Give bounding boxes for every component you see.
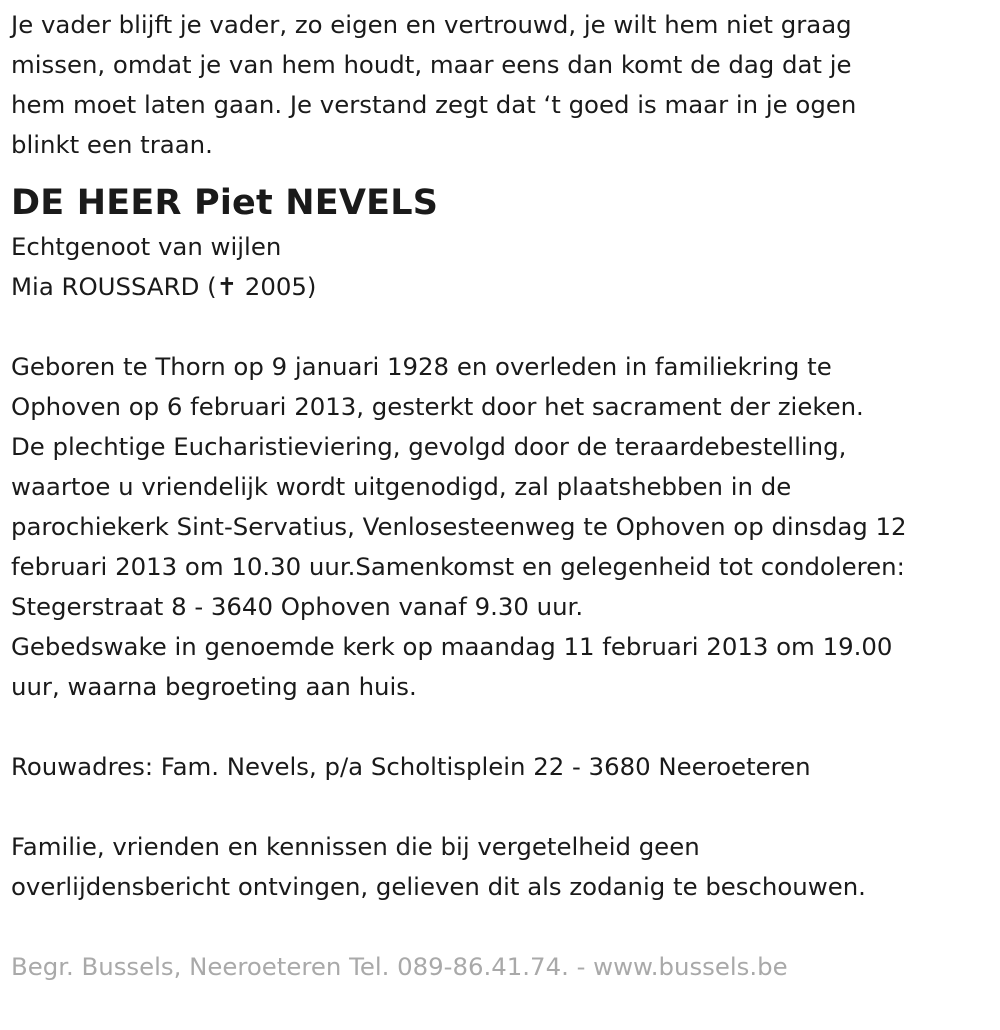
address-line: Rouwadres: Fam. Nevels, p/a Scholtisplein 22 - 3680 Neeroeteren xyxy=(11,752,811,781)
spacer xyxy=(11,307,996,347)
poem-line: Je vader blijft je vader, zo eigen en vertrouwd, je wilt hem niet graag xyxy=(11,10,852,39)
spouse-line: Mia ROUSSARD (✝ 2005) xyxy=(11,272,317,301)
poem-line: hem moet laten gaan. Je verstand zegt dat ‘t goed is maar in je ogen xyxy=(11,90,857,119)
deceased-name: DE HEER Piet NEVELS xyxy=(11,183,439,223)
details-line: parochiekerk Sint-Servatius, Venlosesteenweg te Ophoven op dinsdag 12 xyxy=(11,512,907,541)
details-line: februari 2013 om 10.30 uur.Samenkomst en gelegenheid tot condoleren: xyxy=(11,552,905,581)
poem xyxy=(11,5,996,165)
details-line: Geboren te Thorn op 9 januari 1928 en overleden in familiekring te xyxy=(11,352,832,381)
poem-line: blinkt een traan. xyxy=(11,130,213,159)
spacer xyxy=(11,707,996,747)
details-line: Stegerstraat 8 - 3640 Ophoven vanaf 9.30 uur. xyxy=(11,592,584,621)
notice xyxy=(11,827,996,907)
details-line: waartoe u vriendelijk wordt uitgenodigd, zal plaatshebben in de xyxy=(11,472,792,501)
spacer xyxy=(11,787,996,827)
mourning-address xyxy=(11,747,996,787)
funeral-home-footer xyxy=(11,947,996,987)
details-line: Ophoven op 6 februari 2013, gesterkt door het sacrament der zieken. xyxy=(11,392,864,421)
poem-line: missen, omdat je van hem houdt, maar eens dan komt de dag dat je xyxy=(11,50,852,79)
details-line: De plechtige Eucharistieviering, gevolgd door de teraardebestelling, xyxy=(11,432,847,461)
details-line: Gebedswake in genoemde kerk op maandag 11 februari 2013 om 19.00 xyxy=(11,632,893,661)
footer-line: Begr. Bussels, Neeroeteren Tel. 089-86.41.74. - www.bussels.be xyxy=(11,952,788,981)
spacer xyxy=(11,907,996,947)
spouse-line: Echtgenoot van wijlen xyxy=(11,232,282,261)
notice-line: Familie, vrienden en kennissen die bij vergetelheid geen xyxy=(11,832,700,861)
funeral-details xyxy=(11,347,996,707)
spouse-info xyxy=(11,227,996,307)
obituary-notice xyxy=(11,5,996,987)
notice-line: overlijdensbericht ontvingen, gelieven dit als zodanig te beschouwen. xyxy=(11,872,866,901)
details-line: uur, waarna begroeting aan huis. xyxy=(11,672,417,701)
